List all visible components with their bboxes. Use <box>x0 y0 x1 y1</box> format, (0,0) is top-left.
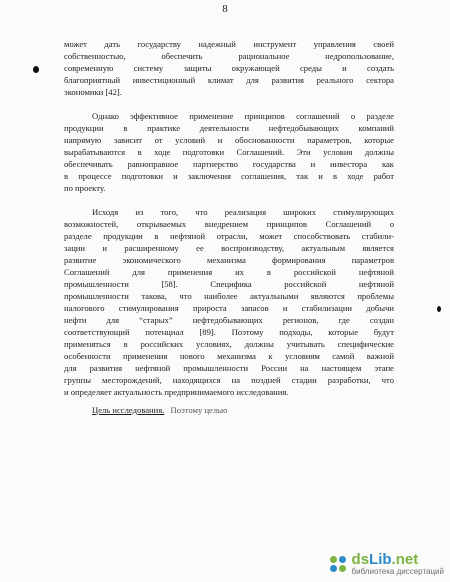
text-line: соответствующий потенциал [89]. Поэтому подходы, которые будут <box>64 327 394 337</box>
text-line: напрямую зависит от условий и обоснованности параметров, которые <box>64 135 394 145</box>
text-line: и определяет актуальность предпринимаемого исследования. <box>64 387 289 397</box>
text-line: зации и расширенному ее воспроизводству, актуальным является <box>64 243 394 253</box>
watermark-subtitle: библиотека диссертаций <box>351 567 444 576</box>
research-purpose-text: Поэтому целью <box>170 405 228 415</box>
paragraph-1 <box>64 38 394 98</box>
text-line: обеспечивать равноправное партнерство государства и инвестора как <box>64 159 394 169</box>
text-line: в процессе подготовки и заключения соглашения, так и в ходе работ <box>64 171 394 181</box>
paragraph-3 <box>64 206 394 398</box>
text-line: Исходя из того, что реализация широких стимулирующих <box>92 207 394 217</box>
text-line: благоприятный инвестиционный климат для развития реального сектора <box>64 75 394 85</box>
text-line: нефти для “старых” нефтедобывающих регионов, где создан <box>64 315 394 325</box>
text-line: может дать государству надежный инструмент управления своей <box>64 39 394 49</box>
dslib-watermark <box>330 553 444 576</box>
text-line: группы месторождений, находящихся на поздней стадии разработки, что <box>64 375 394 385</box>
text-line: продукции в практике деятельности нефтедобывающих компаний <box>64 123 394 133</box>
text-line: промышленности такова, что наиболее актуальными являются проблемы <box>64 291 394 301</box>
dslib-logo-icon <box>330 556 348 574</box>
text-line: Однако эффективное применение принципов соглашений о разделе <box>92 111 394 121</box>
page-number: 8 <box>222 3 228 15</box>
text-line: развитие экономического механизма формирования параметров <box>64 255 394 265</box>
research-purpose-label: Цель исследования. <box>92 405 165 415</box>
text-line: современную систему защиты окружающей среды и создать <box>64 63 394 73</box>
text-line: по проекту. <box>64 183 106 193</box>
research-purpose-line <box>64 404 394 416</box>
text-line: промышленности [58]. Специфика российской нефтяной <box>64 279 394 289</box>
text-line: собственностью, обеспечить рациональное недропользование, <box>64 51 394 61</box>
text-line: особенности применения нового механизма к условиям самой важной <box>64 351 394 361</box>
text-line: применяться в российских условиях, должны учитывать специфические <box>64 339 394 349</box>
text-line: налогового стимулирования прироста запасов и стабилизации добычи <box>64 303 394 313</box>
ink-spot-mark <box>437 306 441 312</box>
text-line: разделе продукции в нефтяной отрасли, может способствовать стабили- <box>64 231 394 241</box>
text-line: Соглашений для применения их в российской нефтяной <box>64 267 394 277</box>
watermark-brand: dsLib.net <box>351 551 419 568</box>
text-line: вырабатываются в ходе подготовки Соглашений. Эти условия должны <box>64 147 394 157</box>
binding-hole-mark <box>33 66 39 73</box>
document-body <box>64 38 394 416</box>
text-line: экономики [42]. <box>64 87 122 97</box>
text-line: для развития нефтяной промышленности России на настоящем этапе <box>64 363 394 373</box>
paragraph-2 <box>64 110 394 194</box>
text-line: возможностей, открываемых внедрением принципов Соглашений о <box>64 219 394 229</box>
